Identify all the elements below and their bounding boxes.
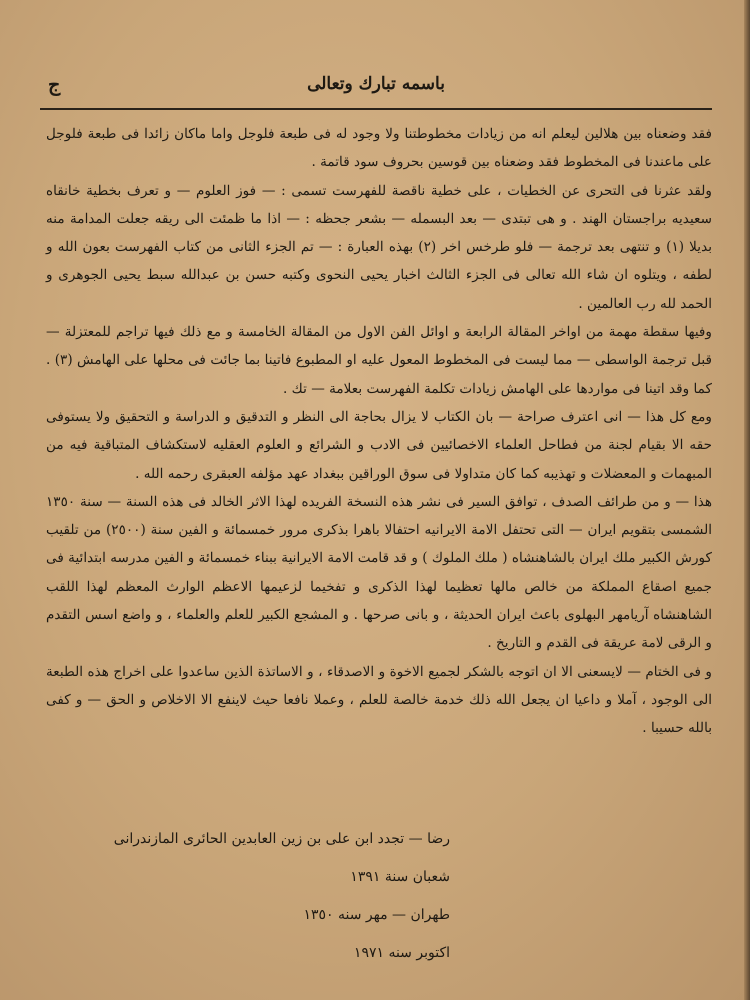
paragraph-3: وفيها سقطة مهمة من اواخر المقالة الرابعة و اوائل الفن الاول من المقالة الخامسة و مع ذلك فيها تراجم للمعتزلة — قبل ترجمة الواسطى — مما ليست فى المخطوط المعول عليه او المطبوع فاتينا بما جائت فى محلها على الهامش (٣) . كما وقد اتينا فى مواردها على الهامش زيادات تكلمة الفهرست بعلامة — تك . <box>46 324 712 397</box>
body-text <box>46 120 712 743</box>
signature-date-hijri: شعبان سنة ١٣٩١ <box>350 869 450 885</box>
header-title: باسمه تبارك وتعالى <box>307 74 445 94</box>
header-divider <box>40 108 712 110</box>
signature-date-gregorian: اكتوبر سنه ١٩٧١ <box>353 945 450 961</box>
paragraph-6: و فى الختام — لايسعنى الا ان اتوجه بالشكر لجميع الاخوة و الاصدقاء ، و الاساتذة الذين ساعدوا على اخراج هذه الطبعة الى الوجود ، آملا و داعيا ان يجعل الله ذلك خدمة خالصة للعلم ، وعملا نافعا حيث لاينفع الا الاخلاص و الحق — و كفى بالله حسيبا . <box>46 663 712 737</box>
paragraph-2: ولقد عثرنا فى التحرى عن الخطيات ، على خطية ناقصة للفهرست تسمى : — فوز العلوم — و تعرف بخطية خانقاه سعيديه براجستان الهند . و هى تبتدى — بعد البسمله — بشعر جحظه : — اذا ما ظمئت الى ريقه جعلت المدامة منه بديلا (١) و تنتهى بعد ترجمة — فلو طرخس اخر (٢) بهذه العبارة : — تم الجزء الثانى من كتاب الفهرست بعون الله و لطفه ، ويتلوه ان شاء الله تعالى فى الجزء الثالث اخبار يحيى النحوى وكتبه حسن بن عبدالله سبط يحيى الجوهرى و الحمد لله رب العالمين . <box>46 182 712 312</box>
page-edge-shadow <box>744 0 750 1000</box>
paragraph-1: فقد وضعناه بين هلالين ليعلم انه من زيادات مخطوطتنا ولا وجود له فى طبعة فلوجل واما ماكان زائدا فى طبعة فلوجل على ماعندنا فى المخطوط فقد وضعناه بين قوسين بحروف سود قاتمة . <box>46 126 712 171</box>
page-number-letter: ج <box>48 74 61 96</box>
paragraph-5: هذا — و من طرائف الصدف ، توافق السير فى نشر هذه النسخة الفريده لهذا الاثر الخالد فى هذه السنة — سنة ١٣٥٠ الشمسى بتقويم ايران — التى تحتفل الامة الايرانيه احتفالا باهرا بذكرى مرور خمسمائة و الفين سنة (٢٥٠٠) من تلقيب كورش الكبير ملك ايران بالشاهنشاه ( ملك الملوك ) و قد قامت الامة الايرانية ببناء خمسمائة و الفين مدرسه ابتدائية فى جميع اصقاع المملكة من خالص مالها تعظيما لهذا الذكرى و تفخيما لزعيمها الاعظم الوارث المعظم لهذا اللقب الشاهنشاه آريامهر البهلوى باعث ايران الحديثة ، و بانى صرحها . و المشجع الكبير للعلم والعلماء ، و واضع اسس التقدم و الرقى لامة عريقة فى القدم و التاريخ . <box>46 493 713 652</box>
page-header <box>40 74 712 102</box>
signature-name: رضا — تجدد ابن على بن زين العابدين الحائرى المازندرانى <box>113 831 450 847</box>
paragraph-4: ومع كل هذا — انى اعترف صراحة — بان الكتاب لا يزال بحاجة الى النظر و التدقيق و الدراسة و التحقيق ولا يستوفى حقه الا بقيام لجنة من فطاحل العلماء الاخصائيين فى الادب و الشرائع و العلوم العقليه لاستكشاف المتباقية فيه من المبهمات و المعضلات و تهذيبه كما كان متداولا فى سوق الوراقين ببغداد عهد مؤلفه العبقرى رحمه الله . <box>46 408 712 482</box>
signature-date-solar: طهران — مهر سنه ١٣٥٠ <box>303 907 450 923</box>
signature-block <box>110 820 450 972</box>
